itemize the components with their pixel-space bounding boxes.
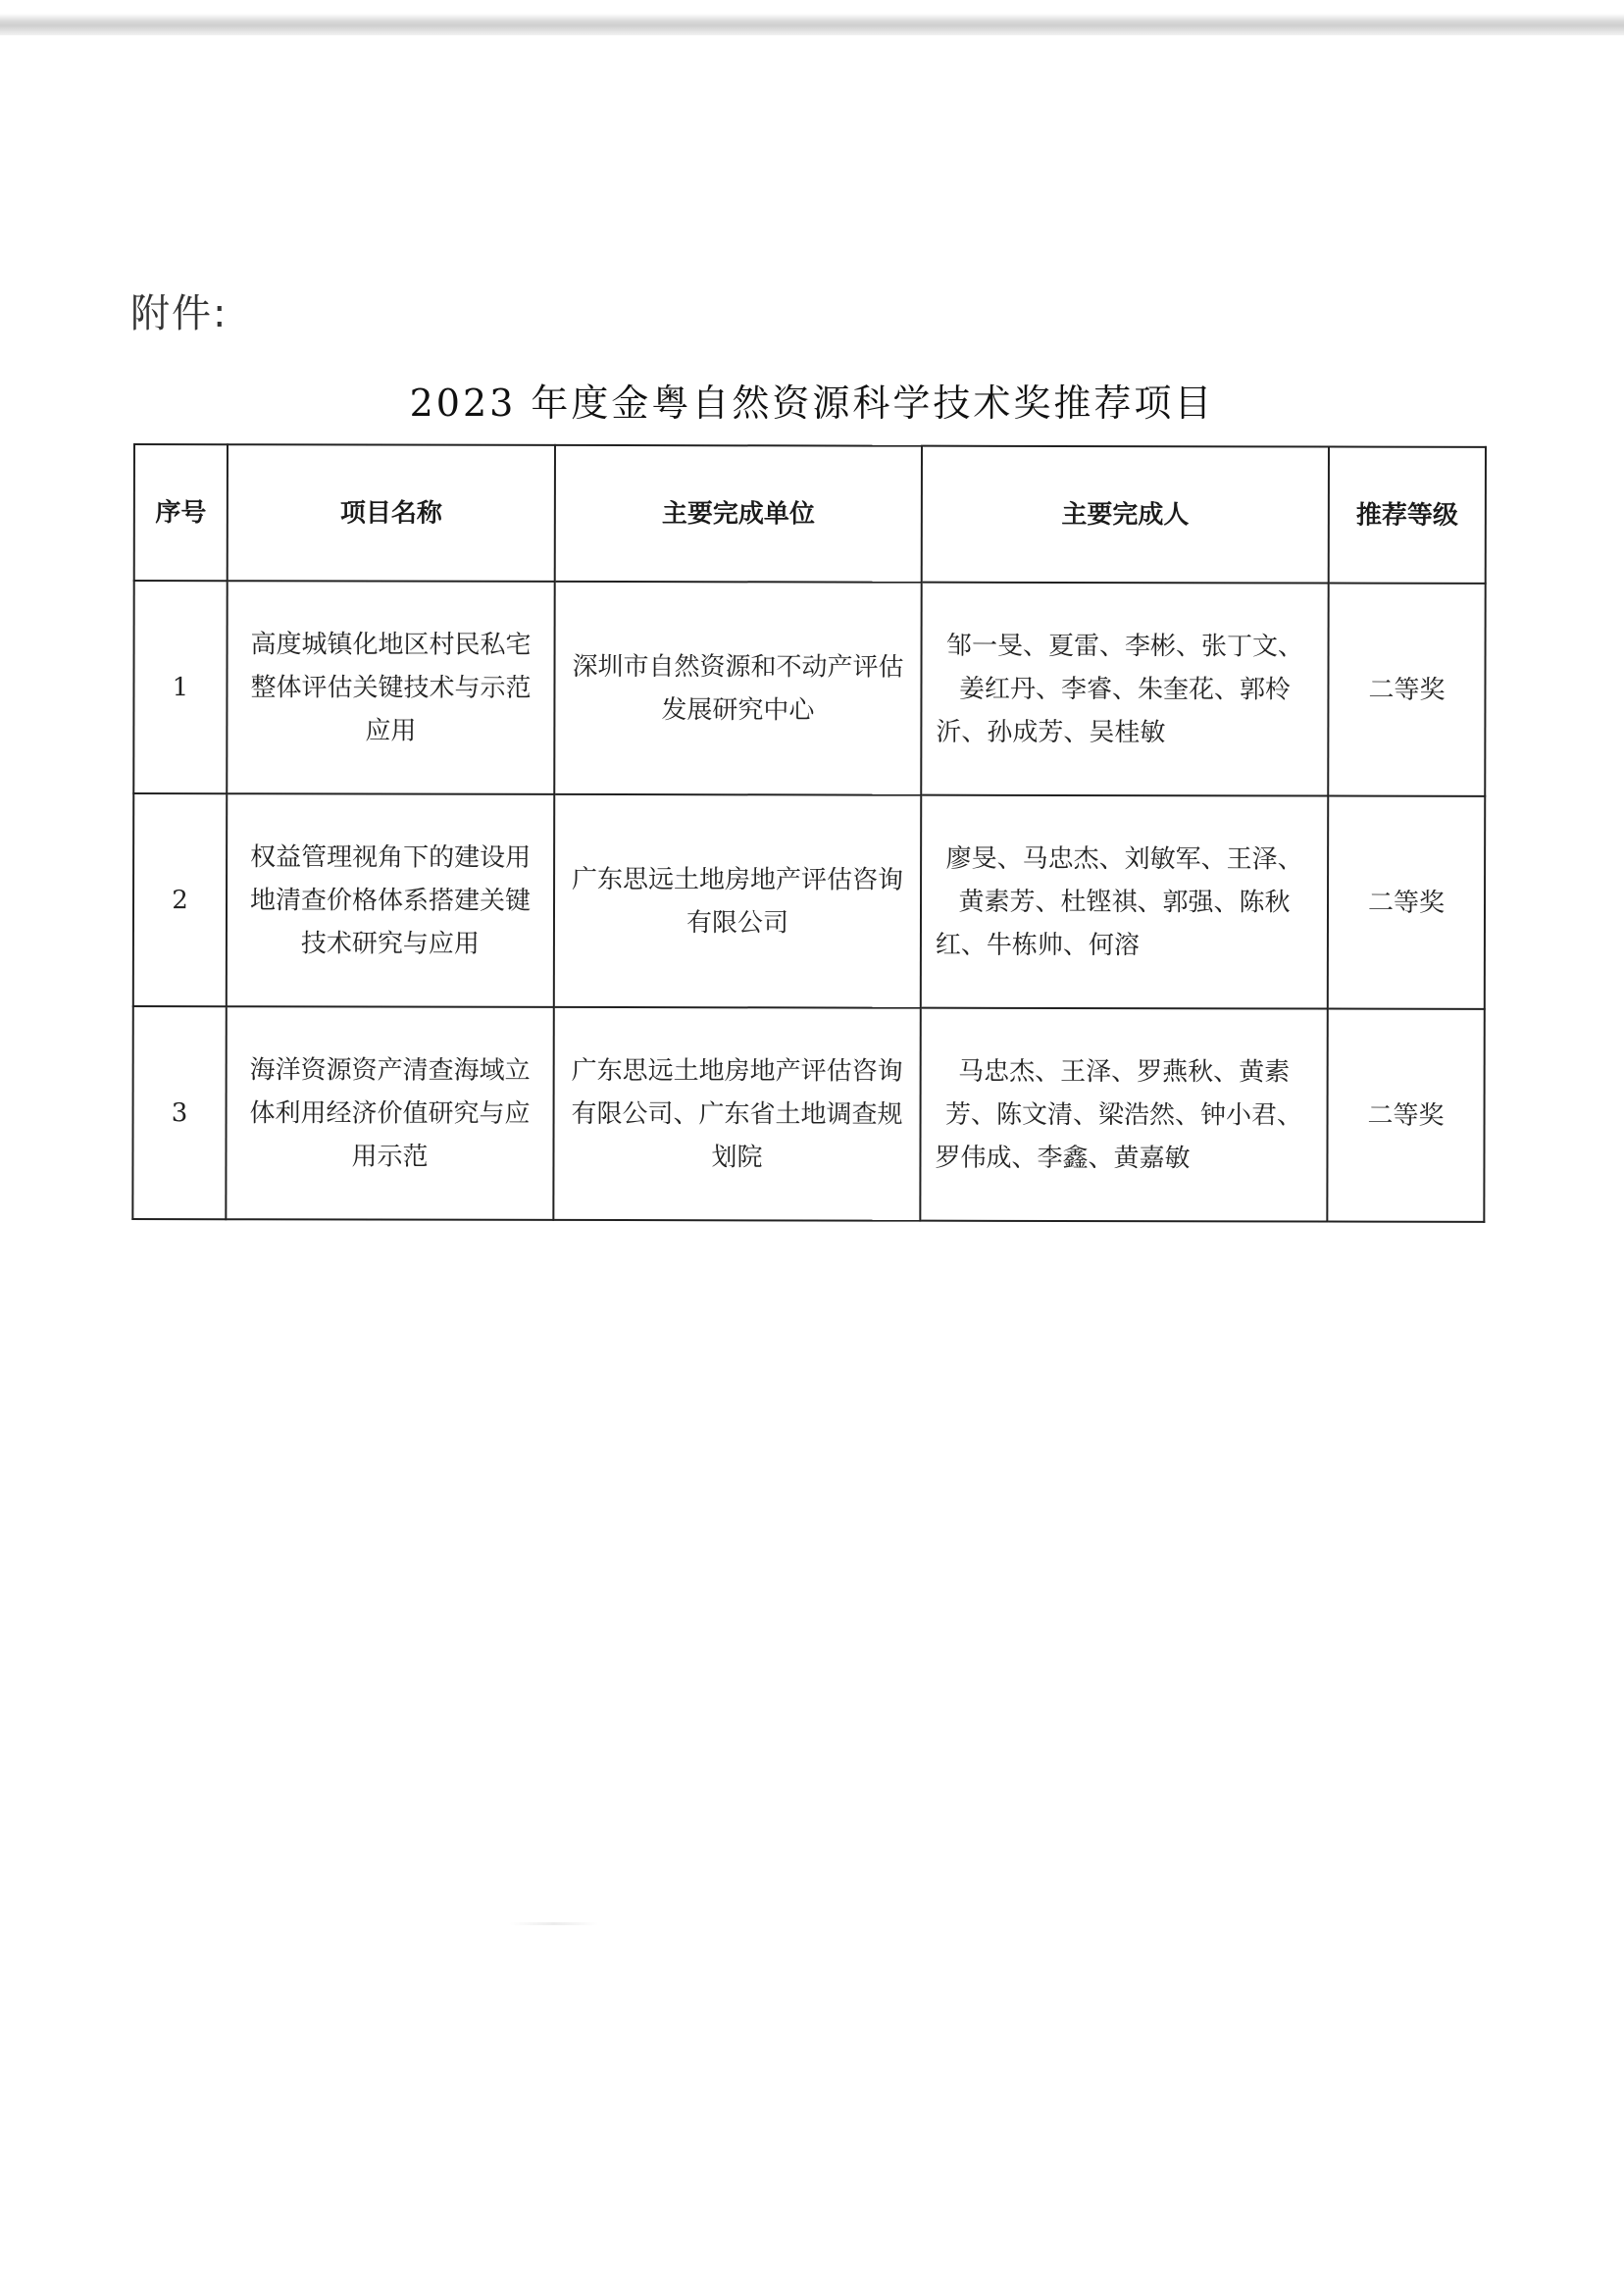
cell-no: 2	[133, 793, 227, 1006]
cell-main-people: 邹一旻、夏雷、李彬、张丁文、姜红丹、李睿、朱奎花、郭柃沂、孙成芳、吴桂敏	[921, 583, 1328, 796]
cell-main-people: 廖旻、马忠杰、刘敏军、王泽、黄素芳、杜铿祺、郭强、陈秋红、牛栋帅、何溶	[921, 795, 1328, 1009]
scan-top-edge	[0, 14, 1624, 35]
document-title: 2023 年度金粤自然资源科学技术奖推荐项目	[409, 382, 1215, 425]
cell-no: 3	[132, 1006, 226, 1219]
cell-level: 二等奖	[1327, 1009, 1484, 1222]
cell-project-name: 高度城镇化地区村民私宅整体评估关键技术与示范应用	[227, 581, 554, 794]
attachment-label: 附件:	[130, 291, 228, 336]
header-project-name: 项目名称	[228, 444, 555, 582]
cell-main-unit: 广东思远土地房地产评估咨询有限公司	[554, 794, 921, 1008]
header-no: 序号	[134, 444, 228, 581]
cell-level: 二等奖	[1328, 584, 1485, 796]
cell-main-people: 马忠杰、王泽、罗燕秋、黄素芳、陈文清、梁浩然、钟小君、罗伟成、李鑫、黄嘉敏	[920, 1008, 1327, 1222]
recommendation-table	[131, 443, 1487, 1223]
cell-level: 二等奖	[1328, 796, 1485, 1009]
cell-main-unit: 广东思远土地房地产评估咨询有限公司、广东省土地调查规划院	[553, 1007, 920, 1221]
header-level: 推荐等级	[1329, 447, 1486, 584]
table-header-row	[134, 444, 1486, 584]
cell-main-unit: 深圳市自然资源和不动产评估发展研究中心	[554, 582, 921, 795]
cell-project-name: 权益管理视角下的建设用地清查价格体系搭建关键技术研究与应用	[227, 793, 554, 1007]
scan-speck	[510, 1922, 598, 1925]
cell-project-name: 海洋资源资产清查海域立体利用经济价值研究与应用示范	[226, 1006, 553, 1220]
table-row	[132, 1006, 1484, 1222]
header-main-unit: 主要完成单位	[555, 445, 922, 583]
cell-no: 1	[133, 581, 227, 793]
header-main-people: 主要完成人	[922, 446, 1329, 584]
table-row	[133, 581, 1485, 796]
table-row	[133, 793, 1485, 1009]
